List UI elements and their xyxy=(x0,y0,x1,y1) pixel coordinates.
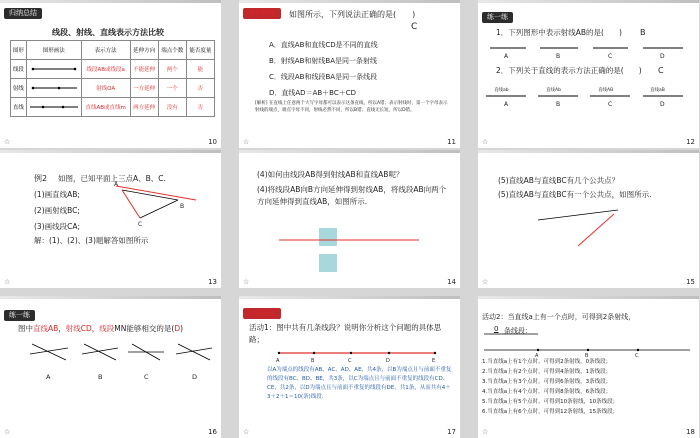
solution-text: 解：(1)、(2)、(3)题解答如图所示 xyxy=(34,236,149,245)
answer-1: B xyxy=(640,28,646,37)
answer-mark: C xyxy=(411,22,418,32)
table-cell: 不能延伸 xyxy=(130,60,158,79)
table-cell: 能 xyxy=(186,60,214,79)
table-cell: 没有 xyxy=(158,98,186,117)
triangle-figure xyxy=(0,150,221,288)
slide-thumbnail-11[interactable] xyxy=(239,0,460,148)
option-figures xyxy=(0,296,221,438)
slide-thumbnail-15[interactable] xyxy=(478,150,699,288)
question-text: 图中直线AB，射线CD，线段MN能够相交的是(D) xyxy=(18,324,184,333)
keyword-line: 直线AB xyxy=(33,324,59,333)
slide-number: 10 xyxy=(208,138,217,146)
list-item: 6.当直线a上有6个点时，可得到12条射线，15条线段； xyxy=(482,409,619,415)
option-label: B xyxy=(556,53,561,60)
option-label: B xyxy=(98,373,103,381)
option-label: D xyxy=(660,53,665,60)
point-label: C xyxy=(348,358,352,364)
option-b: B．射线AB和射线BA是同一条射线 xyxy=(269,57,377,65)
line-label: 直线Ab xyxy=(546,88,561,93)
table-cell: 否 xyxy=(186,79,214,98)
slide-number: 16 xyxy=(208,428,217,436)
question-prefix: 图中 xyxy=(18,324,33,333)
option-label: B xyxy=(556,101,561,108)
table-cell: 两方延伸 xyxy=(130,98,158,117)
activity-blank: 0 xyxy=(494,325,499,333)
comparison-table xyxy=(10,40,215,117)
option-label: D xyxy=(192,373,198,381)
star-icon[interactable]: ☆ xyxy=(243,138,250,146)
slide-number: 12 xyxy=(686,138,695,146)
point-label: B xyxy=(311,358,315,364)
table-cell: 两个 xyxy=(158,60,186,79)
star-icon[interactable]: ☆ xyxy=(243,428,250,436)
star-icon[interactable]: ☆ xyxy=(482,278,489,286)
option-label: A xyxy=(46,373,51,381)
table-cell: 一个 xyxy=(158,79,186,98)
point-line-figure xyxy=(478,296,699,438)
explanation-text: 以A为端点的线段有AB、AC、AD、AE，共4条，以B为端点且与前面不重复的线段有BC、BD、BE，共3条，以C为端点且与前面不重复的线段有CD、CE，共2条，以D为端点且与前面不重复的线段有DE，共1条，从而共有4＋3＋2＋1＝10(条)线段. xyxy=(267,367,452,400)
keyword-segment: 线段 xyxy=(99,324,115,333)
line-label: 直线aB xyxy=(650,88,665,93)
table-header: 图形画法 xyxy=(26,41,81,60)
slide-number: 13 xyxy=(208,278,217,286)
slide-number: 18 xyxy=(686,428,695,436)
slide-tag: 典例精析 xyxy=(243,8,281,19)
question-text: (5)直线AB与直线BC有几个公共点？ xyxy=(498,176,620,185)
table-row xyxy=(11,98,215,117)
slide-thumbnail-13[interactable] xyxy=(0,150,221,288)
list-item: 3.当直线a上有3个点时，可得到6条射线，3条线段； xyxy=(482,379,612,385)
question-1: 1．下列图形中表示射线AB的是( ) xyxy=(496,28,622,37)
slide-thumbnail-12[interactable] xyxy=(478,0,699,148)
answer-text: (4)将线段AB向B方向延伸得到射线AB，将线段AB向两个方向延伸得到直线AB，如图所示. xyxy=(257,185,447,206)
table-cell: 否 xyxy=(186,98,214,117)
activity-title: 活动1：图中共有几条线段？说明你分析这个问题的具体思路； xyxy=(249,323,442,344)
answer-text: (5)直线AB与直线BC有一个公共点，如图所示. xyxy=(498,190,652,199)
activity-title: 活动2：当直线a上有一个点时，可得到2条射线， xyxy=(482,313,636,321)
ray-drawing xyxy=(26,79,81,98)
table-header: 端点个数 xyxy=(158,41,186,60)
table-header-row xyxy=(11,41,215,60)
star-icon[interactable]: ☆ xyxy=(4,138,11,146)
slide-tag: 合作探究 xyxy=(243,308,281,319)
table-header: 表示方法 xyxy=(81,41,130,60)
star-icon[interactable]: ☆ xyxy=(4,428,11,436)
option-a: A．直线AB和直线CD是不同的直线 xyxy=(269,41,378,49)
line-label: 直线ab xyxy=(494,88,509,93)
intersecting-lines-figure xyxy=(478,150,699,288)
option-d: D．直线AD＝AB＋BC＋CD xyxy=(269,89,357,97)
analysis-text: [解析] 在直线上任意两个大写字母都可以表示这条直线，所以A错；表示射线时，第一个字母表示射线的端点，端点字母不同，射线必然不同，所以B错；直线无长短，所以D错。 xyxy=(255,101,448,113)
example-label: 例2 xyxy=(34,174,48,183)
slide-title: 线段、射线、直线表示方法比较 xyxy=(52,28,164,37)
option-label: C xyxy=(144,373,149,381)
table-row xyxy=(11,60,215,79)
slide-thumbnail-16[interactable] xyxy=(0,296,221,438)
slide-thumbnail-10[interactable] xyxy=(0,0,221,148)
option-label: A xyxy=(504,53,509,60)
extension-figure xyxy=(239,150,460,288)
question-2: 2．下列关于直线的表示方法正确的是( ) xyxy=(496,66,642,75)
slide-top-edge xyxy=(239,0,460,3)
question-text: 如图，已知平面上三点A、B、C. xyxy=(58,174,166,183)
answer-2: C xyxy=(658,66,664,75)
table-cell: 线段AB或线段a xyxy=(81,60,130,79)
question-mid: MN能够相交的是( xyxy=(114,324,175,333)
keyword-ray: 射线CD xyxy=(65,324,92,333)
list-item: 2.当直线a上有2个点时，可得到4条射线，1条线段； xyxy=(482,369,612,375)
table-header: 能否度量 xyxy=(186,41,214,60)
question-text: 如图所示，下列说法正确的是( ) xyxy=(289,10,416,19)
table-row xyxy=(11,79,215,98)
list-item: 4.当直线a上有4个点时，可得到8条射线，6条线段； xyxy=(482,389,612,395)
option-label: A xyxy=(504,101,509,108)
option-label: D xyxy=(660,101,665,108)
answer-mark: D xyxy=(174,324,181,333)
point-label-a: A xyxy=(114,181,119,188)
point-label-c: C xyxy=(138,221,143,228)
point-label-b: B xyxy=(180,203,185,210)
option-c: C．线段AB和线段BA是同一条线段 xyxy=(269,73,378,81)
question-end: ) xyxy=(180,324,184,333)
slide-tag: 归纳总结 xyxy=(4,8,42,19)
point-label: A xyxy=(535,353,539,359)
list-item: 1.当直线a上有1个点时，可得到2条射线，0条线段； xyxy=(482,359,612,365)
slide-thumbnail-17[interactable] xyxy=(239,296,460,438)
point-label: C xyxy=(635,353,639,359)
slide-thumbnail-18[interactable] xyxy=(478,296,699,438)
point-label: D xyxy=(386,358,390,364)
point-label: A xyxy=(276,358,280,364)
slide-number: 15 xyxy=(686,278,695,286)
slide-thumbnail-14[interactable] xyxy=(239,150,460,288)
star-icon[interactable]: ☆ xyxy=(482,138,489,146)
slide-top-edge xyxy=(0,0,221,3)
option-label: C xyxy=(608,101,613,108)
list-item: 5.当直线a上有5个点时，可得到10条射线，10条线段； xyxy=(482,399,619,405)
line-drawing xyxy=(26,98,81,117)
slide-tag: 练一练 xyxy=(4,310,35,321)
line-label: 直线AB xyxy=(598,88,614,93)
slide-number: 14 xyxy=(447,278,456,286)
slide-tag: 练一练 xyxy=(482,12,513,23)
question-text: (4)如何由线段AB得到射线AB和直线AB呢？ xyxy=(257,170,404,179)
slide-number: 11 xyxy=(447,138,456,146)
item-1: (1)画直线AB; xyxy=(34,190,80,199)
activity-title-cont: 条线段： xyxy=(504,327,532,335)
table-header: 延伸方向 xyxy=(130,41,158,60)
table-cell: 一方延伸 xyxy=(130,79,158,98)
point-label: E xyxy=(432,358,436,364)
table-cell: 直线 xyxy=(11,98,27,117)
table-cell: 直线AB或直线m xyxy=(81,98,130,117)
star-icon[interactable]: ☆ xyxy=(243,278,250,286)
point-label: B xyxy=(585,353,589,359)
table-cell: 射线OA xyxy=(81,79,130,98)
star-icon[interactable]: ☆ xyxy=(4,278,11,286)
option-label: C xyxy=(608,53,613,60)
table-header: 图形 xyxy=(11,41,27,60)
segment-drawing xyxy=(26,60,81,79)
table-cell: 线段 xyxy=(11,60,27,79)
table-cell: 射线 xyxy=(11,79,27,98)
item-3: (3)画线段CA; xyxy=(34,222,81,231)
item-2: (2)画射线BC; xyxy=(34,206,80,215)
star-icon[interactable]: ☆ xyxy=(482,428,489,436)
slide-number: 17 xyxy=(447,428,456,436)
